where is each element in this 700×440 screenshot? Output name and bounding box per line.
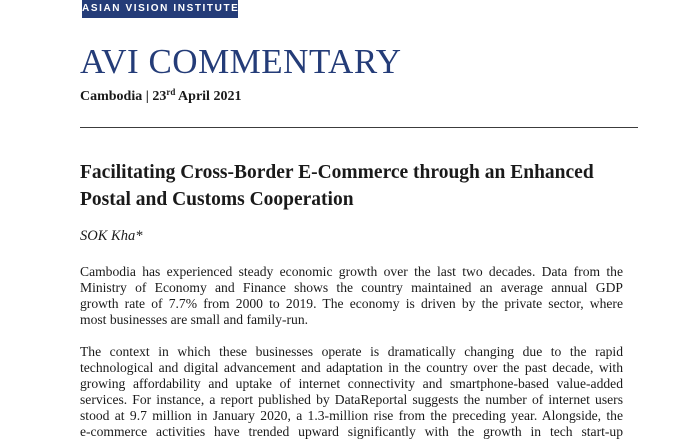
series-title: AVI COMMENTARY	[80, 42, 402, 81]
header-divider	[80, 127, 638, 128]
body-paragraph-1	[80, 264, 623, 328]
dateline-suffix: April 2021	[175, 89, 242, 104]
article-title-line: Facilitating Cross-Border E-Commerce through an Enhanced	[80, 162, 594, 183]
paragraph-line: stood at 9.7 million in January 2020, a 1.3-million rise from the preceding year. Alongside, the	[80, 408, 623, 423]
paragraph-line: services. For instance, a report published by DataReportal suggests the number of internet users	[80, 392, 623, 407]
body-paragraph-2	[80, 344, 623, 440]
paragraph-line: growing affordability and uptake of internet connectivity and smartphone-based value-added	[80, 376, 623, 391]
dateline-prefix: Cambodia | 23	[80, 89, 167, 104]
article-title	[80, 159, 640, 213]
paragraph-line: most businesses are small and family-run.	[80, 312, 309, 327]
dateline-ordinal: rd	[166, 87, 176, 97]
paragraph-line: growth rate of 7.7% from 2000 to 2019. The economy is driven by the private sector, where	[80, 296, 623, 311]
paragraph-line: e-commerce activities have trended upward significantly with the growth in tech start-up	[80, 424, 623, 439]
author-byline: SOK Kha*	[80, 228, 143, 244]
dateline	[80, 88, 241, 106]
org-name-banner: ASIAN VISION INSTITUTE	[82, 0, 238, 18]
paragraph-line: technological and digital advancement and adaptation in the country over the past decade, with	[80, 360, 623, 375]
paragraph-line: Ministry of Economy and Finance shows the country maintained an average annual GDP	[80, 280, 623, 295]
article-title-line: Postal and Customs Cooperation	[80, 189, 354, 210]
paragraph-line: Cambodia has experienced steady economic growth over the last two decades. Data from the	[80, 264, 623, 279]
paragraph-line: The context in which these businesses operate is dramatically changing due to the rapid	[80, 344, 623, 359]
